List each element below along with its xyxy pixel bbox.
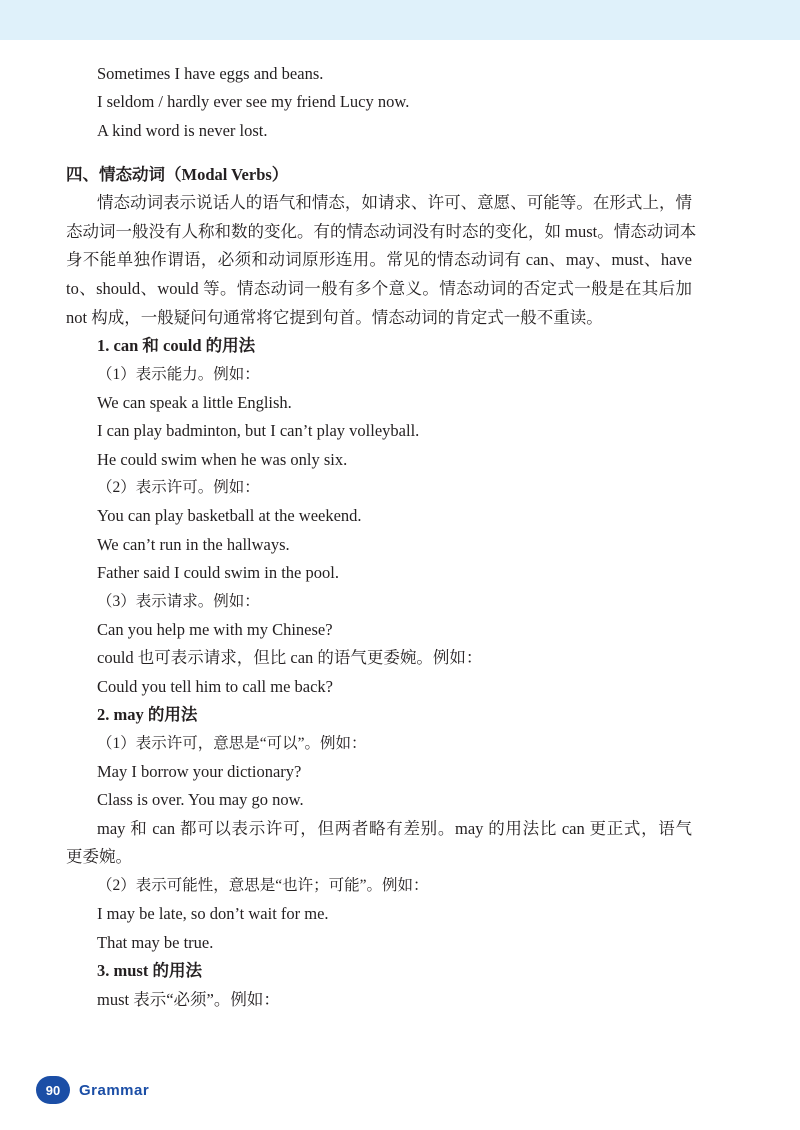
page-number-badge: 90 [36, 1076, 70, 1104]
example-sentence: That may be true. [97, 932, 214, 952]
example-sentence: I may be late, so don’t wait for me. [97, 904, 329, 924]
example-sentence: We can speak a little English. [97, 392, 292, 412]
paragraph-line: 更委婉。 [66, 847, 132, 867]
example-sentence: May I borrow your dictionary? [97, 762, 302, 781]
example-sentence: He could swim when he was only six. [97, 449, 348, 469]
example-sentence: Class is over. You may go now. [97, 790, 304, 810]
example-sentence: Can you help me with my Chinese? [97, 620, 333, 640]
paragraph-line: 身不能单独作谓语，必须和动词原形连用。常见的情态动词有 can、may、must、have [66, 250, 692, 270]
usage-note: could 也可表示请求，但比 can 的语气更委婉。例如： [97, 648, 483, 668]
example-sentence: Could you tell him to call me back? [97, 676, 333, 696]
usage-label: （3）表示请求。例如： [97, 592, 260, 610]
subsection-title-can-could: 1. can 和 could 的用法 [97, 336, 256, 356]
section-heading-modal-verbs: 四、情态动词（Modal Verbs） [66, 165, 289, 185]
paragraph-line: to、should、would 等。情态动词一般有多个意义。情态动词的否定式一般是在其后加 [66, 278, 692, 298]
paragraph-line: 情态动词表示说话人的语气和情态，如请求、许可、意愿、可能等。在形式上，情 [97, 193, 692, 213]
example-sentence: A kind word is never lost. [97, 120, 268, 140]
top-color-band [0, 0, 800, 40]
page-footer [36, 1076, 149, 1104]
usage-label: （1）表示能力。例如： [97, 365, 260, 383]
may-note-paragraph [66, 815, 692, 872]
paragraph-line: not 构成，一般疑问句通常将它提到句首。情态动词的肯定式一般不重读。 [66, 307, 603, 327]
section-label: Grammar [79, 1081, 150, 1099]
example-sentence: You can play basketball at the weekend. [97, 506, 362, 526]
example-sentence: We can’t run in the hallways. [97, 534, 290, 554]
usage-label: （2）表示可能性，意思是“也许；可能”。例如： [97, 876, 429, 894]
example-sentence: Father said I could swim in the pool. [97, 563, 339, 583]
paragraph-line: may 和 can 都可以表示许可，但两者略有差别。may 的用法比 can 更正式，语气 [97, 818, 692, 838]
page-content [66, 60, 697, 1014]
usage-label: （2）表示许可。例如： [97, 479, 260, 497]
paragraph-line: 态动词一般没有人称和数的变化。有的情态动词没有时态的变化，如 must。情态动词本 [66, 221, 697, 241]
usage-label: （1）表示许可，意思是“可以”。例如： [97, 734, 367, 752]
example-sentence: I seldom / hardly ever see my friend Lucy now. [97, 92, 410, 112]
subsection-title-may: 2. may 的用法 [97, 705, 198, 725]
subsection-title-must: 3. must 的用法 [97, 961, 202, 981]
modal-verbs-intro-paragraph [66, 189, 697, 332]
example-sentence: Sometimes I have eggs and beans. [97, 64, 324, 83]
usage-label: must 表示“必须”。例如： [97, 989, 280, 1009]
example-sentence: I can play badminton, but I can’t play volleyball. [97, 421, 420, 441]
